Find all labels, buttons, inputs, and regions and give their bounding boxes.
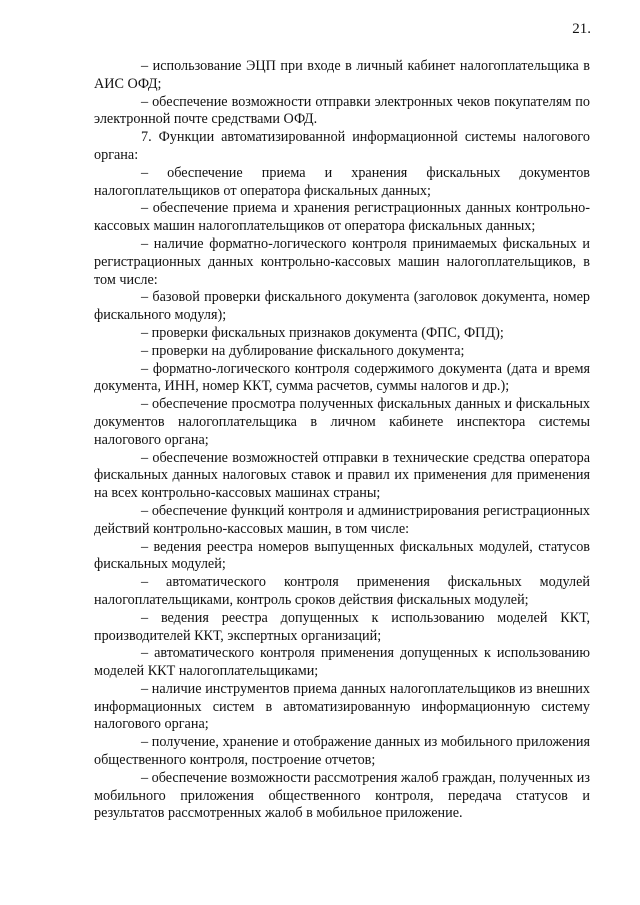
- paragraph-6: – наличие форматно-логического контроля принимаемых фискальных и регистрационных данных контрольно-кассовых машин налогоплательщиков, в том числе:: [94, 235, 590, 288]
- paragraph-17: – автоматического контроля применения допущенных к использованию моделей ККТ налогоплательщиками;: [94, 645, 590, 680]
- paragraph-15: – автоматического контроля применения фискальных модулей налогоплательщиками, контроль сроков действия фискальных модулей;: [94, 574, 590, 608]
- paragraph-18: – наличие инструментов приема данных налогоплательщиков из внешних информационных систем в автоматизированную информационную систему налогового органа;: [94, 680, 590, 733]
- paragraph-3-section-heading: 7. Функции автоматизированной информационной системы налогового органа:: [94, 129, 590, 163]
- page-number: 21.: [572, 21, 591, 37]
- paragraph-20: – обеспечение возможности рассмотрения жалоб граждан, полученных из мобильного приложения общественного контроля, передача статусов и результатов рассмотренных жалоб в мобильное приложение.: [94, 769, 590, 822]
- paragraph-10: – форматно-логического контроля содержимого документа (дата и время документа, ИНН, номер ККТ, сумма расчетов, суммы налогов и др.);: [94, 360, 590, 395]
- paragraph-16: – ведения реестра допущенных к использованию моделей ККТ, производителей ККТ, экспертных организаций;: [94, 609, 590, 644]
- paragraph-5: – обеспечение приема и хранения регистрационных данных контрольно-кассовых машин налогоплательщиков от оператора фискальных данных;: [94, 200, 590, 235]
- paragraph-2: – обеспечение возможности отправки электронных чеков покупателям по электронной почте средствами ОФД.: [94, 93, 590, 128]
- paragraph-11: – обеспечение просмотра полученных фискальных данных и фискальных документов налогоплательщика в личном кабинете инспектора системы налогового органа;: [94, 396, 590, 448]
- paragraph-8: – проверки фискальных признаков документа (ФПС, ФПД);: [141, 324, 504, 341]
- paragraph-1: – использование ЭЦП при входе в личный кабинет налогоплательщика в АИС ОФД;: [94, 58, 590, 92]
- document-body: [94, 58, 590, 823]
- paragraph-19: – получение, хранение и отображение данных из мобильного приложения общественного контроля, построение отчетов;: [94, 734, 590, 769]
- paragraph-4: – обеспечение приема и хранения фискальных документов налогоплательщиков от оператора фискальных данных;: [94, 164, 590, 199]
- paragraph-13: – обеспечение функций контроля и администрирования регистрационных действий контрольно-кассовых машин, в том числе:: [94, 502, 590, 537]
- paragraph-14: – ведения реестра номеров выпущенных фискальных модулей, статусов фискальных модулей;: [94, 538, 590, 573]
- paragraph-7: – базовой проверки фискального документа (заголовок документа, номер фискального модуля);: [94, 289, 590, 324]
- paragraph-12: – обеспечение возможностей отправки в технические средства оператора фискальных данных налоговых ставок и правил их применения для применения на всех контрольно-кассовых машинах страны;: [94, 449, 590, 502]
- paragraph-9: – проверки на дублирование фискального документа;: [141, 342, 465, 359]
